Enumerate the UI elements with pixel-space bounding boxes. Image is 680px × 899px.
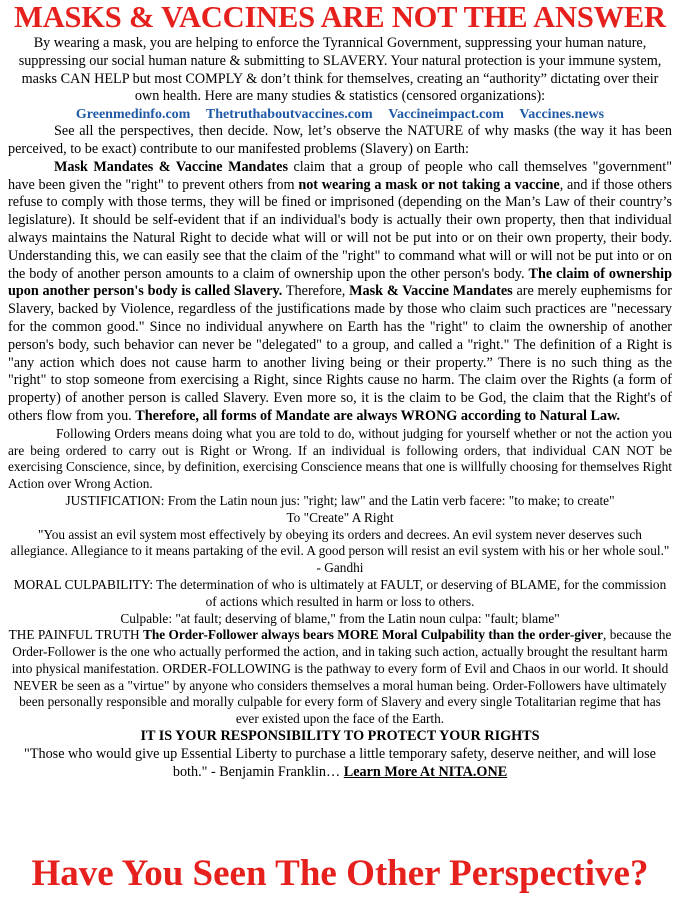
- following-orders-paragraph: Following Orders means doing what you are told to do, without judging for yourself whether or not the action you are being ordered to carry out is Right or Wrong. If an individual is following orders, that individual CAN NOT be exercising Conscience, since, by definition, exercising Conscience means that one is willfully choosing for themselves Right Action over Wrong Action.: [8, 425, 672, 492]
- source-links: [8, 106, 672, 123]
- intro-paragraph: By wearing a mask, you are helping to enforce the Tyrannical Government, suppressing your human nature, suppressing our social human nature & submitting to SLAVERY. Your natural protection is your immune system, masks CAN HELP but most COMPLY & don’t think for themselves, creating an “authority” dictating over their own health. Here are many studies & statistics (censored organizations):: [18, 35, 662, 105]
- perspectives-paragraph: See all the perspectives, then decide. Now, let’s observe the NATURE of why masks (the way it has been perceived, to be exact) contribute to our manifested problems (Slavery) on Earth:: [8, 123, 672, 157]
- painful-truth-paragraph: THE PAINFUL TRUTH The Order-Follower always bears MORE Moral Culpability than the order-giver, because the Order-Follower is the one who actually performed the action, and in taking such action, actually brought the resultant harm into physical manifestation. ORDER-FOLLOWING is the pathway to every form of Evil and Chaos in our world. It should NEVER be seen as a "virtue" by anyone who considers themselves a moral human being. Order-Followers have ultimately been personally responsible and morally culpable for every form of Slavery and every single Totalitarian regime that has ever existed upon the face of the Earth.: [8, 627, 672, 727]
- mandates-paragraph: Mask Mandates & Vaccine Mandates claim that a group of people who call themselves "government" have been given the "right" to prevent others from not wearing a mask or not taking a vaccine, and if those others refuse to comply with those terms, they will be fined or imprisoned (depending on the Man’s Law of their country’s legislature). It should be self-evident that if an individual's body is actually their own property, then that individual always maintains the Natural Right to decide what will or will not be put into or on their own property, their body. Understanding this, we can easily see that the claim of the "right" to command what will or will not be put into or on the body of another person amounts to a claim of ownership upon the other person's body. The claim of ownership upon another person's body is called Slavery. Therefore, Mask & Vaccine Mandates are merely euphemisms for Slavery, backed by Violence, regardless of the justifications made by those who claim such practices are "necessary for the common good." Since no individual anywhere on Earth has the "right" to claim the ownership of another person's body, such behavior can never be "delegated" to a group, and called a "right." The definition of a Right is "any action which does not cause harm to another living being or their property.” There is no such thing as the "right" to stop someone from exercising a Right, since Rights cause no harm. The claim over the Rights (a form of property) of another person is called Slavery. Even more so, it is the claim to be God, the claim that the Right's of others flow from you. Therefore, all forms of Mandate are always WRONG according to Natural Law.: [8, 158, 673, 424]
- moral-culpability: MORAL CULPABILITY: The determination of who is ultimately at FAULT, or deserving of BLAME, for the commission of actions which resulted in harm or loss to others.: [13, 576, 667, 609]
- learn-more-link[interactable]: Learn More At NITA.ONE: [343, 763, 508, 780]
- justification-line: JUSTIFICATION: From the Latin noun jus: "right; law" and the Latin verb facere: "to make; to create": [65, 492, 615, 508]
- mandates-bold-1: Mask Mandates & Vaccine Mandates: [54, 158, 288, 175]
- gandhi-quote: "You assist an evil system most effectively by obeying its orders and decrees. An evil system never deserves such allegiance. Allegiance to it means partaking of the evil. A good person will resist an evil system with his or her whole soul." - Gandhi: [10, 526, 670, 576]
- footer-tagline: Have You Seen The Other Perspective?: [31, 853, 649, 894]
- to-create-line: To "Create" A Right: [286, 509, 394, 525]
- link-vaccines-news[interactable]: Vaccines.news: [519, 107, 605, 123]
- link-thetruthaboutvaccines[interactable]: Thetruthaboutvaccines.com: [205, 107, 373, 123]
- link-greenmedinfo[interactable]: Greenmedinfo.com: [75, 107, 191, 123]
- responsibility-heading: IT IS YOUR RESPONSIBILITY TO PROTECT YOUR RIGHTS: [140, 728, 540, 745]
- link-vaccineimpact[interactable]: Vaccineimpact.com: [388, 107, 504, 123]
- headline: MASKS & VACCINES ARE NOT THE ANSWER: [14, 0, 666, 34]
- culpable-definition: Culpable: "at fault; deserving of blame," from the Latin noun culpa: "fault; blame": [120, 610, 560, 626]
- flyer-body: [8, 35, 672, 781]
- franklin-quote: "Those who would give up Essential Liberty to purchase a little temporary safety, deserve neither, and will lose both." - Benjamin Franklin… Learn More At NITA.ONE: [24, 745, 656, 780]
